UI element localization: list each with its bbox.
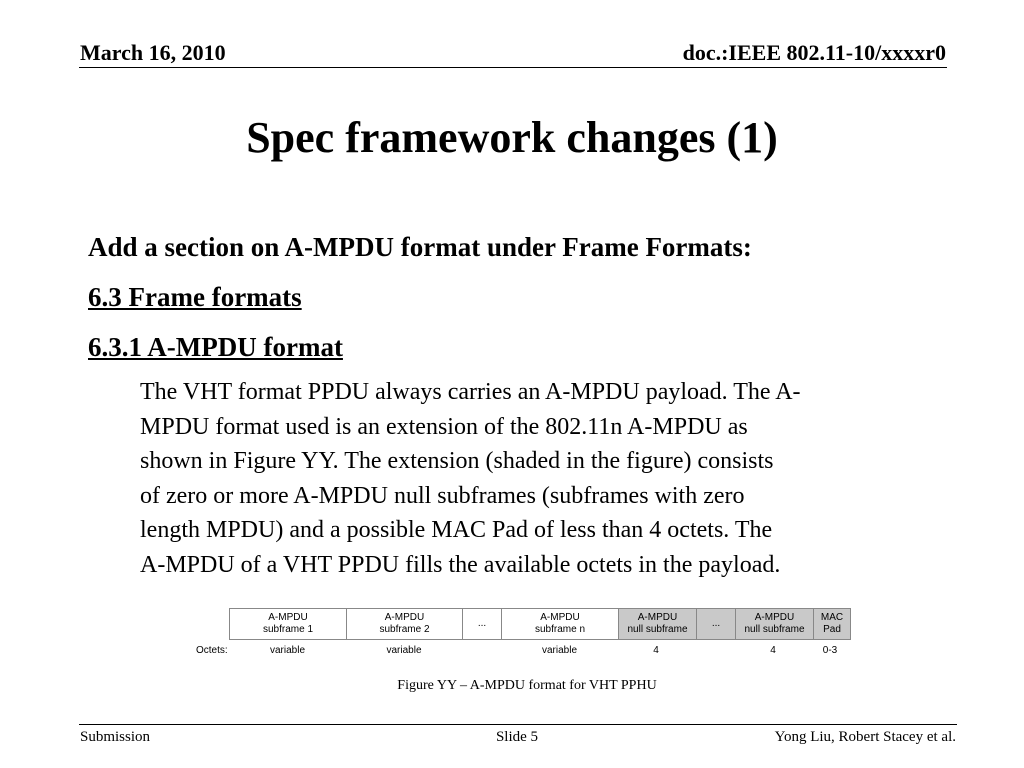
header-doc-id: doc.:IEEE 802.11-10/xxxxr0 bbox=[682, 40, 946, 65]
field-subframe-1: A-MPDU subframe 1 bbox=[230, 609, 347, 639]
footer-slide-number: Slide 5 bbox=[495, 729, 539, 745]
paragraph-line: A-MPDU of a VHT PPDU fills the available octets in the payload. bbox=[140, 551, 781, 578]
body-paragraph bbox=[140, 375, 972, 582]
octets-subframe-1: variable bbox=[269, 645, 306, 656]
field-ellipsis-shaded: ... bbox=[697, 609, 736, 639]
paragraph-line: length MPDU) and a possible MAC Pad of less than 4 octets. The bbox=[140, 517, 773, 543]
octets-mac-pad: 0-3 bbox=[822, 645, 838, 656]
footer-authors: Yong Liu, Robert Stacey et al. bbox=[774, 729, 956, 745]
paragraph-line: shown in Figure YY. The extension (shaded in the figure) consists bbox=[140, 448, 774, 474]
footer-rule bbox=[79, 724, 957, 725]
field-subframe-2: A-MPDU subframe 2 bbox=[347, 609, 463, 639]
intro-bullet: Add a section on A-MPDU format under Frame Formats: bbox=[88, 232, 752, 262]
field-subframe-n: A-MPDU subframe n bbox=[502, 609, 619, 639]
section-heading bbox=[88, 282, 302, 313]
octets-label: Octets: bbox=[196, 645, 228, 656]
paragraph-line: The VHT format PPDU always carries an A-MPDU payload. The A- bbox=[140, 379, 801, 405]
ampdu-format-figure bbox=[229, 608, 851, 640]
figure-caption: Figure YY – A-MPDU format for VHT PPHU bbox=[397, 678, 657, 693]
header-date: March 16, 2010 bbox=[80, 40, 226, 65]
footer-submission: Submission bbox=[80, 729, 151, 745]
header-rule bbox=[79, 67, 947, 68]
field-null-subframe: A-MPDU null subframe bbox=[619, 609, 697, 639]
field-mac-pad: MAC Pad bbox=[814, 609, 850, 639]
field-ellipsis: ... bbox=[463, 609, 502, 639]
octets-null-subframe: 4 bbox=[653, 645, 659, 656]
field-null-subframe: A-MPDU null subframe bbox=[736, 609, 814, 639]
section-heading-text: 6.3 Frame formats bbox=[88, 282, 302, 312]
paragraph-line: of zero or more A-MPDU null subframes (subframes with zero bbox=[140, 482, 745, 509]
octets-null-subframe: 4 bbox=[770, 645, 776, 656]
subsection-heading bbox=[88, 332, 343, 363]
subsection-heading-text: 6.3.1 A-MPDU format bbox=[88, 332, 343, 362]
octets-subframe-2: variable bbox=[386, 645, 422, 656]
slide-title: Spec framework changes (1) bbox=[246, 113, 778, 162]
octets-subframe-n: variable bbox=[541, 645, 578, 656]
paragraph-line: MPDU format used is an extension of the 802.11n A-MPDU as bbox=[140, 413, 748, 440]
